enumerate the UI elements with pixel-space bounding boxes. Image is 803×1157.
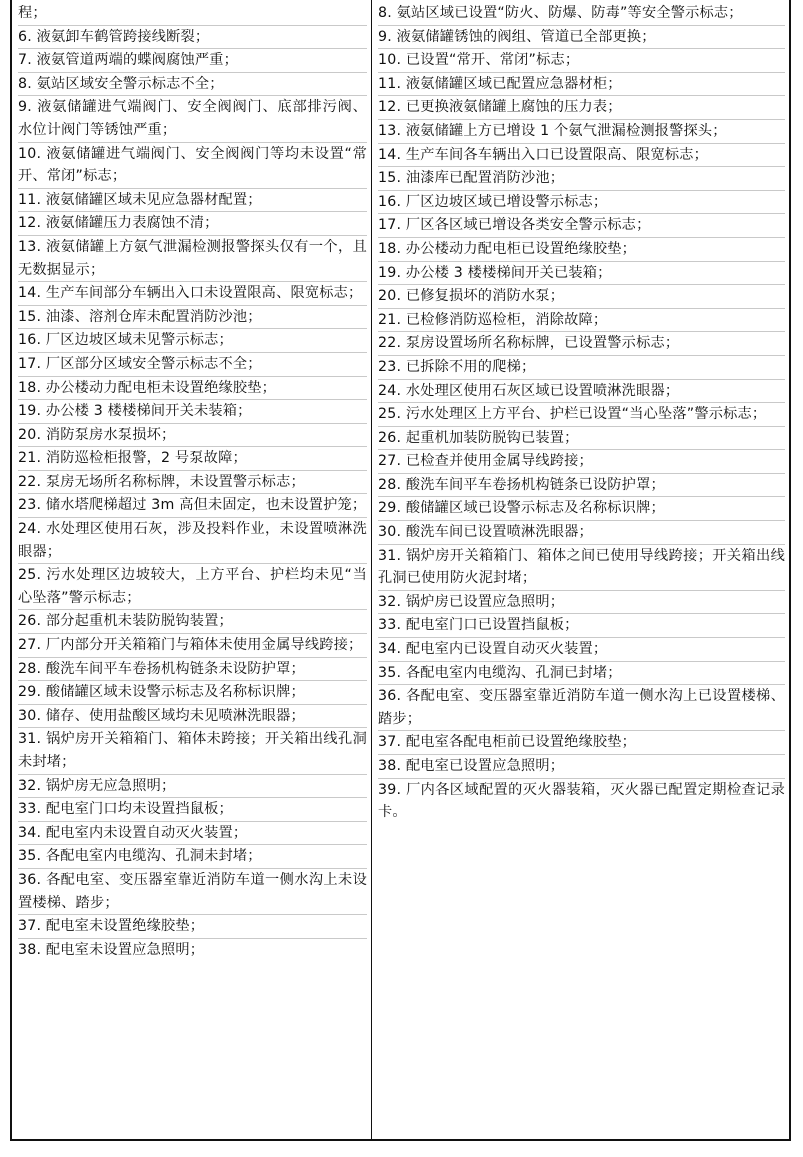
rectification-item: 10. 已设置“常开、常闭”标志； [378,49,785,73]
problem-item: 16. 厂区边坡区域未见警示标志； [18,329,367,353]
problem-item: 24. 水处理区使用石灰，涉及投料作业，未设置喷淋洗眼器； [18,518,367,564]
rectification-item: 23. 已拆除不用的爬梯； [378,356,785,380]
rectification-item: 20. 已修复损坏的消防水泵； [378,285,785,309]
problem-item: 程； [18,2,367,26]
problem-item: 25. 污水处理区边坡较大，上方平台、护栏均未见“当心坠落”警示标志； [18,564,367,610]
problem-item: 34. 配电室内未设置自动灭火装置； [18,822,367,846]
problem-item: 30. 储存、使用盐酸区域均未见喷淋洗眼器； [18,705,367,729]
rectification-item: 27. 已检查并使用金属导线跨接； [378,450,785,474]
rectification-item: 22. 泵房设置场所名称标牌，已设置警示标志； [378,332,785,356]
problem-item: 22. 泵房无场所名称标牌，未设置警示标志； [18,471,367,495]
rectification-item: 16. 厂区边坡区域已增设警示标志； [378,191,785,215]
problem-item: 11. 液氨储罐区域未见应急器材配置； [18,189,367,213]
rectification-item: 31. 锅炉房开关箱箱门、箱体之间已使用导线跨接；开关箱出线孔洞已使用防火泥封堵； [378,545,785,591]
problem-item: 15. 油漆、溶剂仓库未配置消防沙池； [18,306,367,330]
rectification-item: 25. 污水处理区上方平台、护栏已设置“当心坠落”警示标志； [378,403,785,427]
problem-item: 10. 液氨储罐进气端阀门、安全阀阀门等均未设置“常开、常闭”标志； [18,143,367,189]
problem-item: 8. 氨站区域安全警示标志不全； [18,73,367,97]
problem-item: 17. 厂区部分区域安全警示标志不全； [18,353,367,377]
problems-column [12,0,372,1139]
rectification-item: 13. 液氨储罐上方已增设 1 个氨气泄漏检测报警探头； [378,120,785,144]
rectification-item: 34. 配电室内已设置自动灭火装置； [378,638,785,662]
rectification-item: 39. 厂内各区域配置的灭火器装箱，灭火器已配置定期检查记录卡。 [378,781,785,821]
problem-item: 18. 办公楼动力配电柜未设置绝缘胶垫； [18,377,367,401]
problem-item: 33. 配电室门口均未设置挡鼠板； [18,798,367,822]
rectification-item: 33. 配电室门口已设置挡鼠板； [378,614,785,638]
rectification-item: 32. 锅炉房已设置应急照明； [378,591,785,615]
rectification-item: 14. 生产车间各车辆出入口已设置限高、限宽标志； [378,144,785,168]
rectification-item: 19. 办公楼 3 楼楼梯间开关已装箱； [378,262,785,286]
rectification-item: 38. 配电室已设置应急照明； [378,755,785,779]
problem-item: 31. 锅炉房开关箱箱门、箱体未跨接；开关箱出线孔洞未封堵； [18,728,367,774]
rectification-item: 26. 起重机加装防脱钩已装置； [378,427,785,451]
problem-item: 37. 配电室未设置绝缘胶垫； [18,915,367,939]
rectification-item: 21. 已检修消防巡检柜，消除故障； [378,309,785,333]
problem-item: 7. 液氨管道两端的蝶阀腐蚀严重； [18,49,367,73]
problem-item: 12. 液氨储罐压力表腐蚀不清； [18,212,367,236]
problem-item: 23. 储水塔爬梯超过 3m 高但未固定，也未设置护笼； [18,494,367,518]
rectification-item: 9. 液氨储罐锈蚀的阀组、管道已全部更换； [378,26,785,50]
problem-item: 20. 消防泵房水泵损坏； [18,424,367,448]
rectification-item: 29. 酸储罐区域已设警示标志及名称标识牌； [378,497,785,521]
rectification-item: 17. 厂区各区域已增设各类安全警示标志； [378,214,785,238]
problem-item: 35. 各配电室内电缆沟、孔洞未封堵； [18,845,367,869]
problem-item: 27. 厂内部分开关箱箱门与箱体未使用金属导线跨接； [18,634,367,658]
rectification-item: 37. 配电室各配电柜前已设置绝缘胶垫； [378,731,785,755]
rectification-item: 36. 各配电室、变压器室靠近消防车道一侧水沟上已设置楼梯、踏步； [378,685,785,731]
rectification-item: 24. 水处理区使用石灰区域已设置喷淋洗眼器； [378,380,785,404]
problem-item: 26. 部分起重机未装防脱钩装置； [18,610,367,634]
problem-item: 6. 液氨卸车鹤管跨接线断裂； [18,26,367,50]
rectification-item: 28. 酸洗车间平车卷扬机构链条已设防护罩； [378,474,785,498]
problem-item: 13. 液氨储罐上方氨气泄漏检测报警探头仅有一个，且无数据显示； [18,236,367,282]
problem-item: 38. 配电室未设置应急照明； [18,941,205,958]
rectification-item: 12. 已更换液氨储罐上腐蚀的压力表； [378,96,785,120]
rectification-item: 18. 办公楼动力配电柜已设置绝缘胶垫； [378,238,785,262]
problem-item: 19. 办公楼 3 楼楼梯间开关未装箱； [18,400,367,424]
rectification-table [10,0,791,1141]
problem-item: 21. 消防巡检柜报警，2 号泵故障； [18,447,367,471]
rectification-column [372,0,789,1139]
problem-item: 9. 液氨储罐进气端阀门、安全阀阀门、底部排污阀、水位计阀门等锈蚀严重； [18,96,367,142]
problem-item: 29. 酸储罐区域未设警示标志及名称标识牌； [18,681,367,705]
rectification-item: 11. 液氨储罐区域已配置应急器材柜； [378,73,785,97]
rectification-item: 8. 氨站区域已设置“防火、防爆、防毒”等安全警示标志； [378,2,785,26]
rectification-item: 35. 各配电室内电缆沟、孔洞已封堵； [378,662,785,686]
rectification-item: 30. 酸洗车间已设置喷淋洗眼器； [378,521,785,545]
problem-item: 14. 生产车间部分车辆出入口未设置限高、限宽标志； [18,282,367,306]
problem-item: 36. 各配电室、变压器室靠近消防车道一侧水沟上未设置楼梯、踏步； [18,869,367,915]
rectification-item: 15. 油漆库已配置消防沙池； [378,167,785,191]
problem-item: 32. 锅炉房无应急照明； [18,775,367,799]
problem-item: 28. 酸洗车间平车卷扬机构链条未设防护罩； [18,658,367,682]
